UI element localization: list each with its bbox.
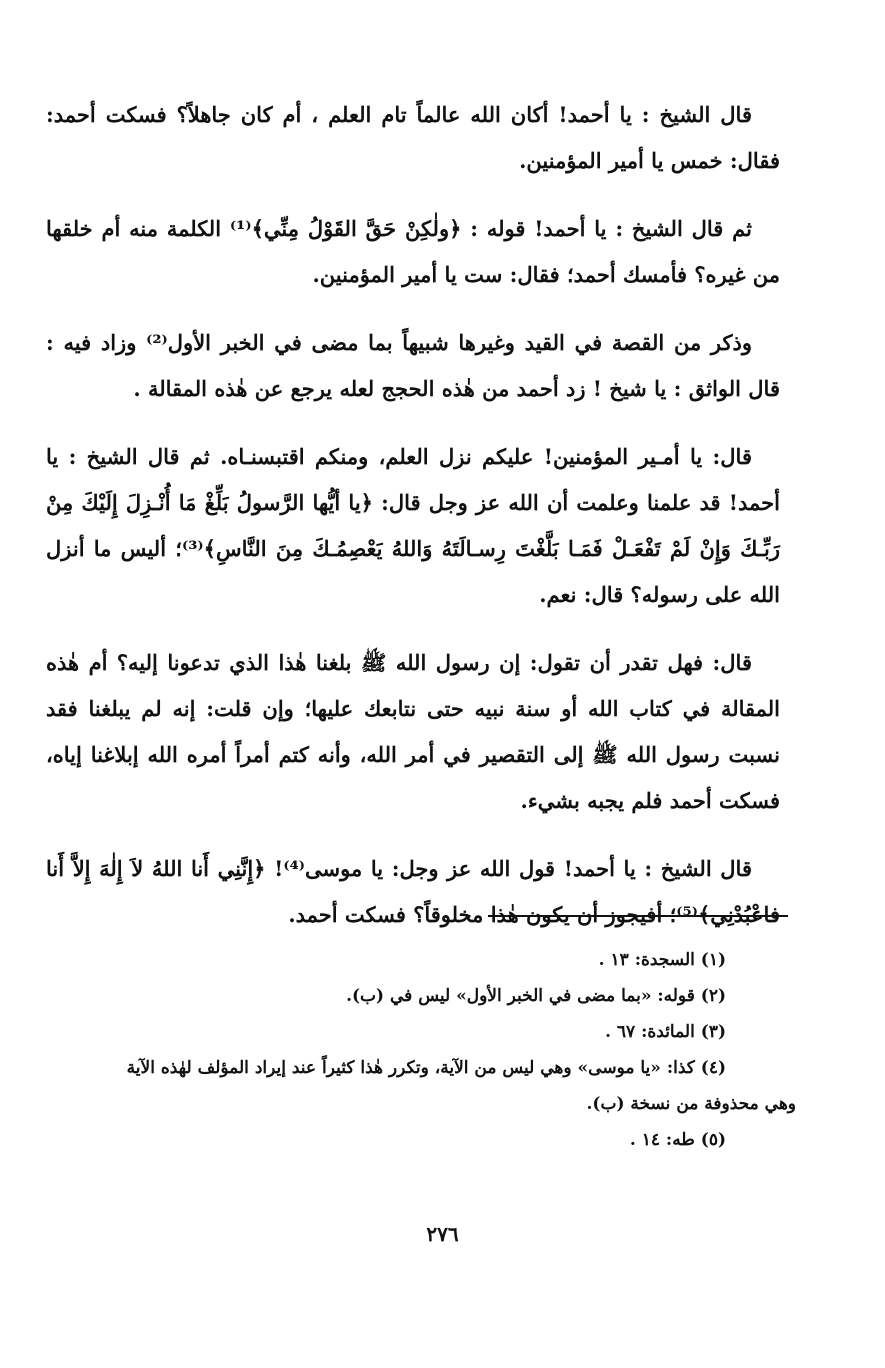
paragraph-5: قال: فهل تقدر أن تقول: إن رسول الله ﷺ بلغنا هٰذا الذي تدعونا إليه؟ أم هٰذه المقالة في كتاب الله أو سنة نبيه حتى نتابعك عليها؛ وإن قلت: إنه لم يبلغنا فقد نسبت رسول الله ﷺ إلى التقصير في أمر الله، وأنه كتم أمراً أمره الله إبلاغنا إياه، فسكت أحمد فلم يجبه بشيء. — [46, 650, 780, 813]
footnote-1: (١) السجدة: ١٣ . — [598, 950, 726, 970]
page-number: ٢٧٦ — [426, 1222, 459, 1246]
paragraph-1: قال الشيخ : يا أحمد! أكان الله عالماً تام العلم ، أم كان جاهلاً؟ فسكت أحمد: فقال: خمس يا أمير المؤمنين. — [46, 102, 780, 173]
footnote-separator — [488, 915, 788, 917]
paragraph-6: قال الشيخ : يا أحمد! قول الله عز وجل: يا موسى⁽⁴⁾! ﴿إِنَّنِي أَنا اللهُ لاَ إِلٰهَ إِلاَّ أَنا فاعْبُدْنِي﴾⁽⁵⁾؛ أفيجوز أن يكون هٰذا مخلوقاً؟ فسكت أحمد. — [46, 856, 780, 927]
footnote-5: (٥) طه: ١٤ . — [629, 1130, 726, 1150]
footnote-2: (٢) قوله: «بما مضى في الخبر الأول» ليس في (ب). — [346, 986, 726, 1006]
footnote-3: (٣) المائدة: ٦٧ . — [605, 1022, 726, 1042]
paragraph-3: وذكر من القصة في القيد وغيرها شبيهاً بما مضى في الخبر الأول⁽²⁾ وزاد فيه : قال الواثق : يا شيخ ! زد أحمد من هٰذه الحجج لعله يرجع عن هٰذه المقالة . — [46, 330, 780, 401]
footnote-4: (٤) كذا: «يا موسى» وهي ليس من الآية، وتكرر هٰذا كثيراً عند إيراد المؤلف لهٰذه الآية — [126, 1058, 726, 1078]
main-text — [46, 92, 780, 956]
paragraph-4: قال: يا أمـير المؤمنين! عليكم نزل العلم، ومنكم اقتبسنـاه. ثم قال الشيخ : يا أحمد! قد علمنا وعلمت أن الله عز وجل قال: ﴿يا أيُّها الرَّسولُ بَلِّغْ مَا أُنْـزِلَ إِلَيْكَ مِنْ رَبِّـكَ وَإِنْ لَمْ تَفْعَـلْ فَمَـا بَلَّغْتَ رِسـالَتَهُ وَاللهُ يَعْصِمُـكَ مِنَ النَّاسِ﴾⁽³⁾؛ أليس ما أنزل الله على رسوله؟ قال: نعم. — [46, 444, 780, 607]
footnotes — [66, 942, 796, 1158]
footnote-4-continued: وهي محذوفة من نسخة (ب). — [586, 1094, 796, 1114]
paragraph-2: ثم قال الشيخ : يا أحمد! قوله : ﴿ولٰكِنْ حَقَّ القَوْلُ مِنِّي﴾⁽¹⁾ الكلمة منه أم خلقها من غيره؟ فأمسك أحمد؛ فقال: ست يا أمير المؤمنين. — [46, 216, 780, 287]
